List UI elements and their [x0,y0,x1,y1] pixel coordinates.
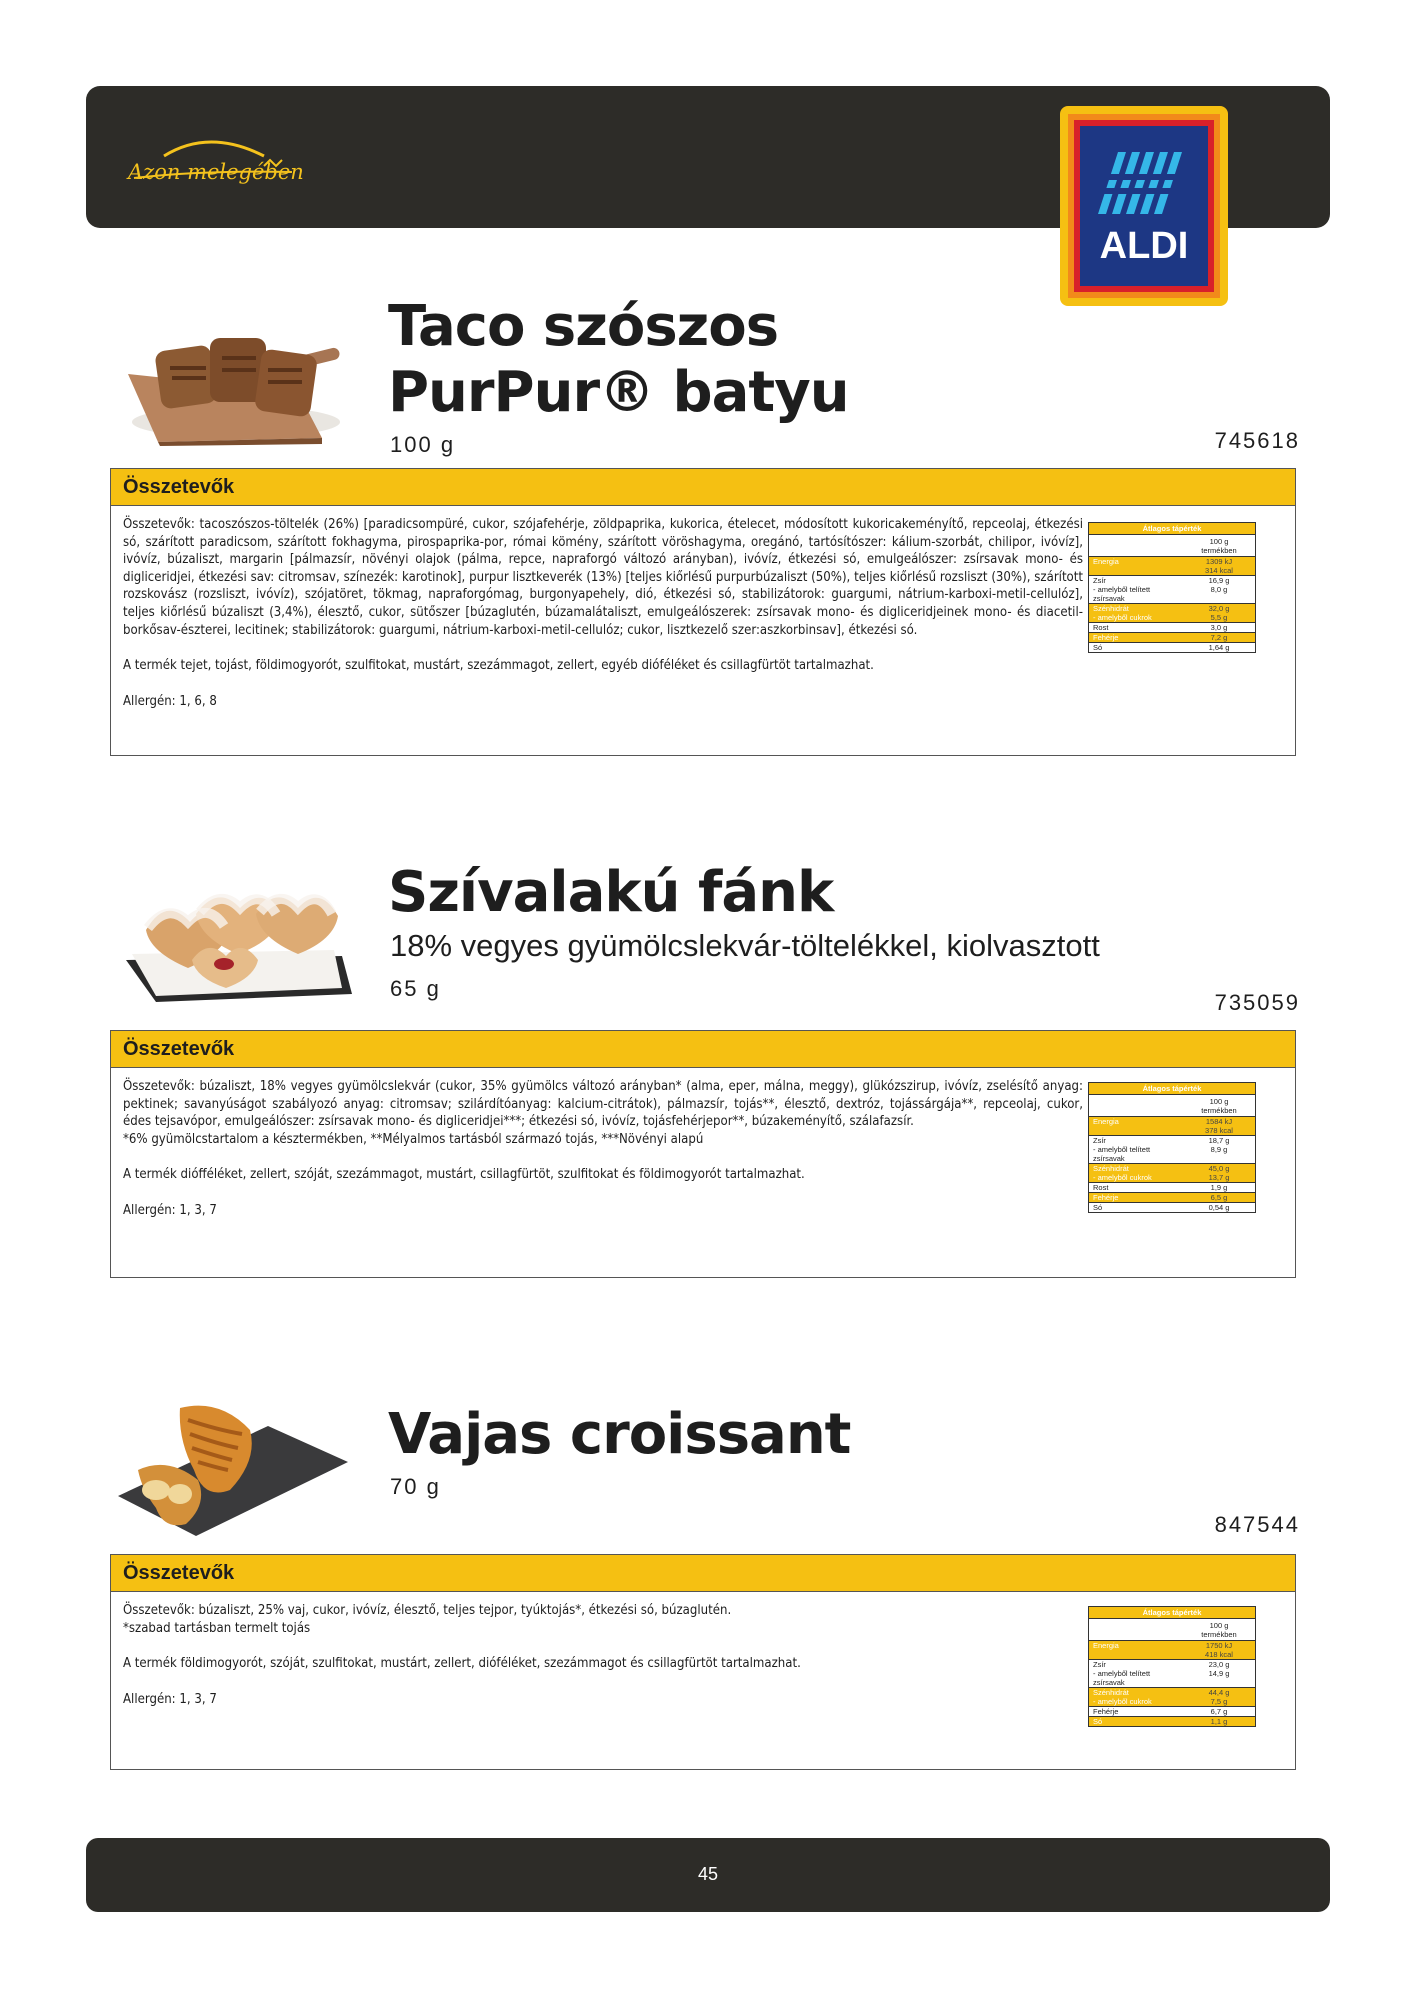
nutrition-row-so: Só 1,1 g [1089,1717,1255,1726]
aldi-logo-text: ALDI [1099,225,1189,267]
nutrition-row-rost: Rost 1,9 g [1089,1183,1255,1193]
allergen-text: Allergén: 1, 6, 8 [123,693,217,709]
product-weight: 70 g [390,1474,441,1499]
ingredients-header: Összetevők [111,469,1295,506]
nutrition-per: 100 g [1209,1621,1229,1630]
product-title: Taco szószos [388,294,779,359]
nutrition-row-energia: Energia 1584 kJ 378 kcal [1089,1117,1255,1136]
nutrition-row-zsir: Zsír - amelyből telített zsírsavak 23,0 g 14,9 g [1089,1660,1255,1688]
nutrition-header: Átlagos tápérték [1089,523,1255,535]
nutrition-row-szenhidrat: Szénhidrát - amelyből cukrok 44,4 g 7,5 g [1089,1688,1255,1707]
product-image-taco-batyu [118,318,350,446]
nutrition-row-energia: Energia 1309 kJ 314 kcal [1089,557,1255,576]
nutrition-row-feherje: Fehérje 6,5 g [1089,1193,1255,1203]
allergen-text: Allergén: 1, 3, 7 [123,1691,217,1707]
nutrition-per-unit: termékben [1201,1106,1237,1115]
nutrition-row-feherje: Fehérje 6,7 g [1089,1707,1255,1717]
azon-melegeben-logo [124,126,304,196]
product-weight: 65 g [390,976,441,1001]
product-code: 745618 [1214,428,1300,453]
ingredients-note: *6% gyümölcstartalom a késztermékben, **Mélyalmos tartásból származó tojás, ***Növényi alapú [123,1131,704,1147]
nutrition-row-so: Só 1,64 g [1093,643,1230,652]
nutrition-header: Átlagos tápérték [1089,1607,1255,1619]
product-title: Vajas croissant [388,1402,851,1467]
ingredients-text: Összetevők: búzaliszt, 18% vegyes gyümölcslekvár (cukor, 35% gyümölcs változó arányban* (alma, eper, málna, meggy), glükózszirup, ivóvíz, zselésítő anyag: pektinek; savanyúságot szabályozó anyag: citromsav; szilárdítóanyag: kalcium-citrátok), pálmazsír, tojás**, élesztő, dextróz, tojássárgája**, repceolaj, cukor, édes tejsavópor, emulgeálószer: zsírsavak mono- és digliceridjei***; étkezési só, ivóvíz, tojásfehérjepor**, búzakeményítő, szálafazsír. [123,1079,1083,1130]
nutrition-row-rost: Rost 3,0 g [1089,623,1255,633]
ingredients-text: Összetevők: búzaliszt, 25% vaj, cukor, ivóvíz, élesztő, teljes tejpor, tyúktojás*, étkezési só, búzaglutén. [123,1603,732,1618]
ingredients-header: Összetevők [111,1555,1295,1592]
nutrition-row-feherje: Fehérje 7,2 g [1089,633,1255,643]
nutrition-table [1088,522,1256,653]
ingredients-text: Összetevők: tacoszószos-töltelék (26%) [paradicsompüré, cukor, szójafehérje, zöldpaprika, kukorica, ételecet, módosított kukoricakeményítő, repceolaj, étkezési só, szárított paradicsom, szárított fokhagyma, pirospaprika-por, római kömény, szárított vöröshagyma, oregánó, tartósítószer: kálium-szorbát, chilipor, ivóvíz], ivóvíz, búzaliszt, margarin [pálmazsír, növényi olajok (pálma, repce, napraforgó változó arányban), ivóvíz, étkezési só, emulgeálószer: zsírsavak mono- és digliceridjei, étkezési sav: citromsav, színezék: karotinok], purpur lisztkeverék (13%) [teljes kiőrlésű purpurbúzaliszt (50%), teljes kiőrlésű rozsliszt (30%), szárított rozskovász (rozsliszt, ivóvíz), szójatöret, tökmag, napraforgómag, burgonyapehely, dió, étkezési só, stabilizátorok: guargumi, nátrium-karboxi-metil-cellulóz], teljes kiőrlésű búzaliszt (3,4%), élesztő, cukor, sütőszer [búzaglutén, búzamalátaliszt, emulgeálószerek: zsírsavak mono- és digliceridjeinek mono- és diacetil-borkősav-észterei, lecitinek; stabilizátorok: guargumi, nátrium-karboxi-metil-cellulóz; cukor, lisztkezelő szer:aszkorbinsav], étkezési só. [123,517,1083,638]
product-code: 735059 [1214,990,1300,1015]
nutrition-row-zsir: Zsír - amelyből telített zsírsavak 16,9 g 8,0 g [1089,576,1255,604]
may-contain-text: A termék tejet, tojást, földimogyorót, szulfitokat, mustárt, szezámmagot, zellert, egyéb dióféléket és csillagfürtöt tartalmazhat. [123,658,874,674]
aldi-logo [1060,106,1228,306]
nutrition-per: 100 g [1209,1097,1229,1106]
page-number: 45 [697,1864,719,1884]
allergen-text: Allergén: 1, 3, 7 [123,1202,217,1218]
footer-bar [86,1838,1330,1912]
nutrition-per-unit: termékben [1201,1630,1237,1639]
nutrition-row-zsir: Zsír - amelyből telített zsírsavak 18,7 g 8,9 g [1089,1136,1255,1164]
product-subtitle: 18% vegyes gyümölcslekvár-töltelékkel, kiolvasztott [390,928,1100,963]
nutrition-row-so: Só 0,54 g [1093,1203,1230,1212]
product-title: Szívalakú fánk [388,860,834,925]
may-contain-text: A termék földimogyorót, szóját, szulfitokat, mustárt, zellert, dióféléket, szezámmagot és csillagfürtöt tartalmazhat. [123,1656,801,1672]
product-image-vajas-croissant [118,1400,348,1536]
product-code: 847544 [1214,1512,1300,1537]
ingredients-note: *szabad tartásban termelt tojás [123,1620,311,1636]
nutrition-row-szenhidrat: Szénhidrát - amelyből cukrok 45,0 g 13,7 g [1089,1164,1255,1183]
product-weight: 100 g [390,432,456,457]
nutrition-row-szenhidrat: Szénhidrát - amelyből cukrok 32,0 g 5,5 g [1089,604,1255,623]
nutrition-header: Átlagos tápérték [1089,1083,1255,1095]
may-contain-text: A termék diófféléket, zellert, szóját, szezámmagot, mustárt, csillagfürtöt, szulfitokat és földimogyorót tartalmazhat. [123,1167,805,1183]
product-title-line2: PurPur® batyu [388,360,849,425]
nutrition-row-energia: Energia 1750 kJ 418 kcal [1089,1641,1255,1660]
nutrition-table [1088,1606,1256,1727]
ingredients-header: Összetevők [111,1031,1295,1068]
brand-script-text: Azon melegében [128,160,304,184]
nutrition-table [1088,1082,1256,1213]
nutrition-per-unit: termékben [1201,546,1237,555]
nutrition-per: 100 g [1209,537,1229,546]
product-image-szivalaku-fank [126,884,352,1012]
